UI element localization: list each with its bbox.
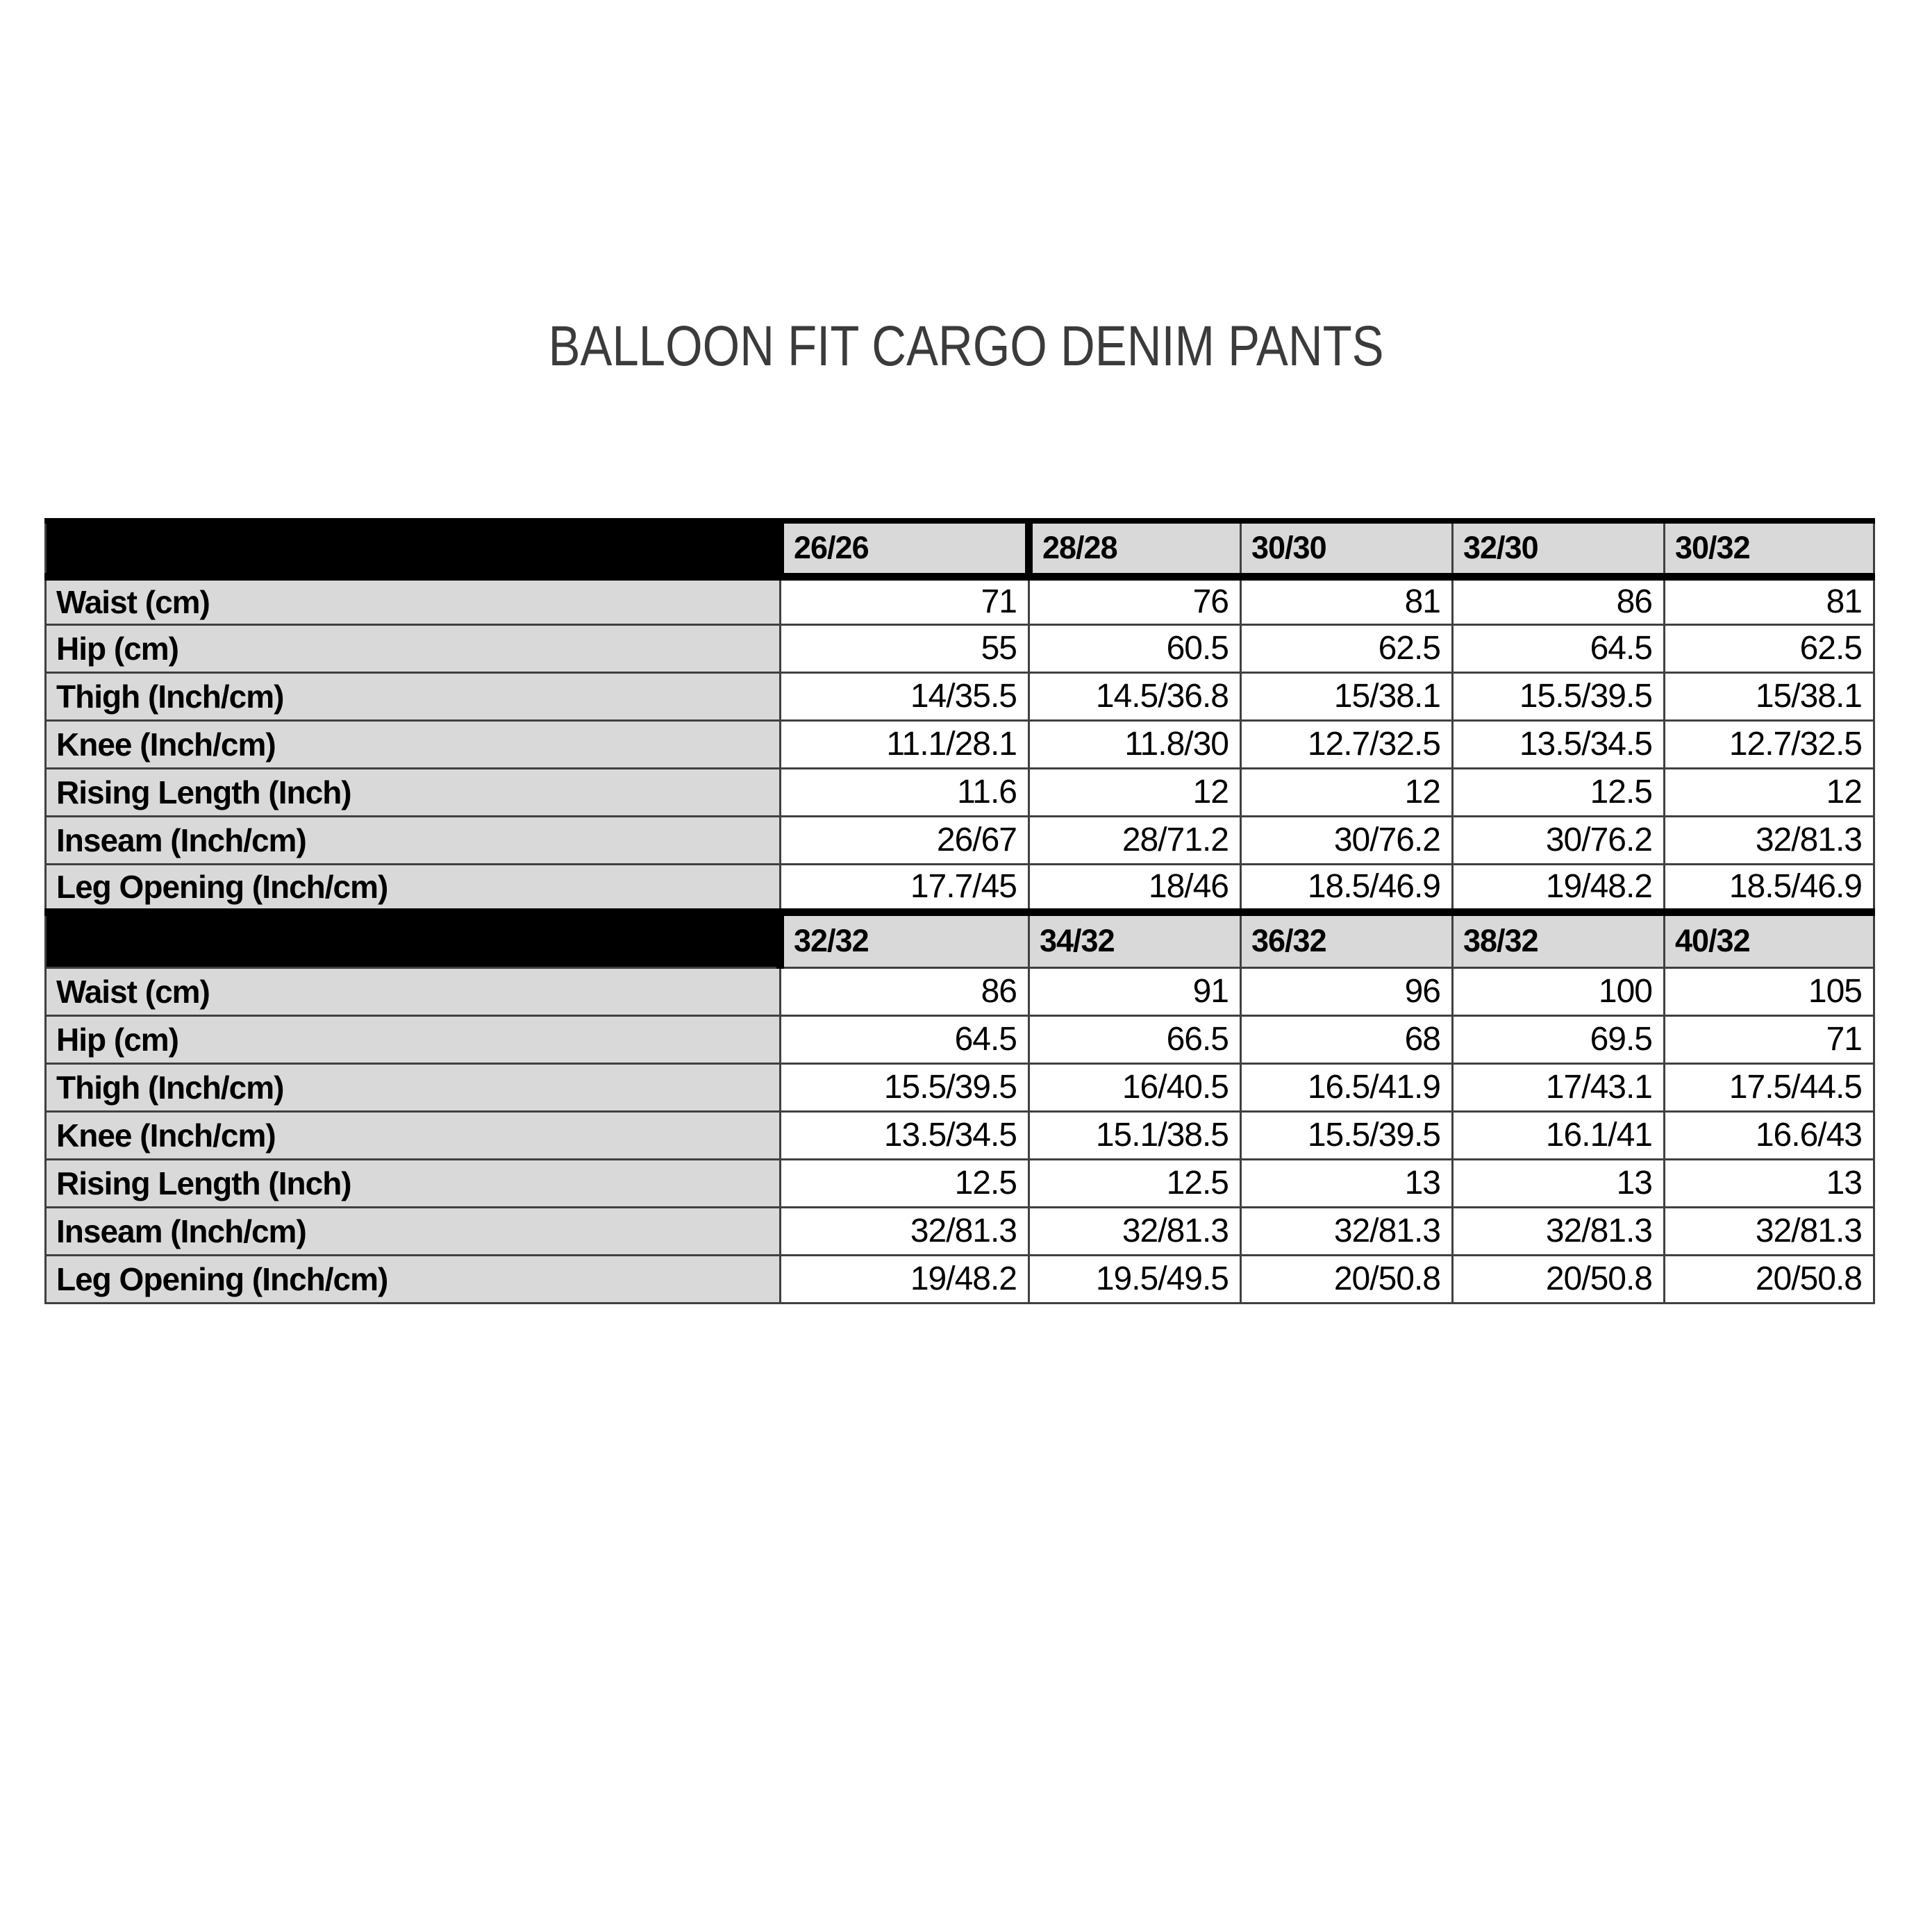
measurement-value: 16.1/41	[1453, 1111, 1665, 1159]
measurement-row	[46, 967, 1874, 1015]
size-column-header: 34/32	[1029, 912, 1241, 967]
row-label: Hip (cm)	[46, 1015, 781, 1063]
measurement-value: 81	[1665, 576, 1874, 624]
row-label: Rising Length (Inch)	[46, 1159, 781, 1207]
measurement-value: 13	[1665, 1159, 1874, 1207]
measurement-value: 11.1/28.1	[781, 720, 1029, 768]
measurement-value: 62.5	[1241, 624, 1453, 672]
measurement-value: 15.1/38.5	[1029, 1111, 1241, 1159]
size-column-header: 26/26	[781, 521, 1029, 576]
measurement-value: 15/38.1	[1241, 672, 1453, 720]
measurement-value: 17.5/44.5	[1665, 1063, 1874, 1111]
measurement-row	[46, 1255, 1874, 1303]
measurement-value: 32/81.3	[1453, 1207, 1665, 1255]
measurement-value: 15/38.1	[1665, 672, 1874, 720]
size-column-header: 28/28	[1029, 521, 1241, 576]
row-label: Leg Opening (Inch/cm)	[46, 864, 781, 912]
measurement-value: 32/81.3	[1029, 1207, 1241, 1255]
row-label: Inseam (Inch/cm)	[46, 816, 781, 864]
size-chart-table	[44, 518, 1875, 1304]
measurement-row	[46, 720, 1874, 768]
measurement-value: 18/46	[1029, 864, 1241, 912]
row-label: Knee (Inch/cm)	[46, 720, 781, 768]
measurement-row	[46, 1111, 1874, 1159]
measurement-value: 17/43.1	[1453, 1063, 1665, 1111]
measurement-value: 17.7/45	[781, 864, 1029, 912]
measurement-value: 20/50.8	[1241, 1255, 1453, 1303]
measurement-value: 60.5	[1029, 624, 1241, 672]
measurement-value: 20/50.8	[1453, 1255, 1665, 1303]
row-label: Thigh (Inch/cm)	[46, 672, 781, 720]
measurement-value: 71	[781, 576, 1029, 624]
measurement-row	[46, 576, 1874, 624]
measurement-value: 12.5	[1453, 768, 1665, 816]
row-label: Knee (Inch/cm)	[46, 1111, 781, 1159]
measurement-value: 11.8/30	[1029, 720, 1241, 768]
measurement-value: 55	[781, 624, 1029, 672]
measurement-value: 66.5	[1029, 1015, 1241, 1063]
measurement-value: 100	[1453, 967, 1665, 1015]
measurement-value: 32/81.3	[781, 1207, 1029, 1255]
measurement-row	[46, 1015, 1874, 1063]
size-column-header: 36/32	[1241, 912, 1453, 967]
measurement-value: 12.5	[781, 1159, 1029, 1207]
measurement-value: 69.5	[1453, 1015, 1665, 1063]
measurement-value: 76	[1029, 576, 1241, 624]
measurement-value: 64.5	[781, 1015, 1029, 1063]
measurement-value: 16/40.5	[1029, 1063, 1241, 1111]
measurement-value: 15.5/39.5	[1453, 672, 1665, 720]
measurement-value: 12.7/32.5	[1665, 720, 1874, 768]
measurement-value: 12	[1241, 768, 1453, 816]
measurement-row	[46, 624, 1874, 672]
measurement-value: 11.6	[781, 768, 1029, 816]
measurement-value: 91	[1029, 967, 1241, 1015]
measurement-value: 13	[1453, 1159, 1665, 1207]
measurement-value: 19.5/49.5	[1029, 1255, 1241, 1303]
measurement-value: 14.5/36.8	[1029, 672, 1241, 720]
measurement-row	[46, 672, 1874, 720]
measurement-value: 19/48.2	[1453, 864, 1665, 912]
measurement-value: 12.7/32.5	[1241, 720, 1453, 768]
header-black-cell	[46, 521, 781, 576]
measurement-row	[46, 816, 1874, 864]
size-column-header: 32/32	[781, 912, 1029, 967]
measurement-value: 12	[1029, 768, 1241, 816]
title-row	[0, 314, 1932, 379]
measurement-value: 12	[1665, 768, 1874, 816]
measurement-value: 13.5/34.5	[1453, 720, 1665, 768]
measurement-row	[46, 1159, 1874, 1207]
size-column-header: 30/30	[1241, 521, 1453, 576]
measurement-value: 68	[1241, 1015, 1453, 1063]
measurement-value: 13	[1241, 1159, 1453, 1207]
header-black-cell	[46, 912, 781, 967]
row-label: Inseam (Inch/cm)	[46, 1207, 781, 1255]
measurement-value: 32/81.3	[1665, 816, 1874, 864]
row-label: Rising Length (Inch)	[46, 768, 781, 816]
measurement-value: 15.5/39.5	[781, 1063, 1029, 1111]
measurement-value: 86	[781, 967, 1029, 1015]
measurement-value: 16.5/41.9	[1241, 1063, 1453, 1111]
measurement-row	[46, 1207, 1874, 1255]
size-column-header: 38/32	[1453, 912, 1665, 967]
size-chart-body	[46, 521, 1874, 1303]
measurement-value: 18.5/46.9	[1665, 864, 1874, 912]
measurement-value: 64.5	[1453, 624, 1665, 672]
measurement-value: 96	[1241, 967, 1453, 1015]
measurement-value: 20/50.8	[1665, 1255, 1874, 1303]
measurement-value: 14/35.5	[781, 672, 1029, 720]
measurement-value: 16.6/43	[1665, 1111, 1874, 1159]
measurement-value: 86	[1453, 576, 1665, 624]
measurement-value: 15.5/39.5	[1241, 1111, 1453, 1159]
measurement-value: 81	[1241, 576, 1453, 624]
measurement-value: 32/81.3	[1241, 1207, 1453, 1255]
measurement-value: 28/71.2	[1029, 816, 1241, 864]
size-column-header: 40/32	[1665, 912, 1874, 967]
row-label: Hip (cm)	[46, 624, 781, 672]
measurement-value: 32/81.3	[1665, 1207, 1874, 1255]
measurement-value: 12.5	[1029, 1159, 1241, 1207]
measurement-row	[46, 1063, 1874, 1111]
measurement-row	[46, 768, 1874, 816]
measurement-value: 26/67	[781, 816, 1029, 864]
measurement-row	[46, 864, 1874, 912]
row-label: Thigh (Inch/cm)	[46, 1063, 781, 1111]
size-header-row	[46, 912, 1874, 967]
page-title: BALLOON FIT CARGO DENIM PANTS	[548, 315, 1384, 378]
measurement-value: 18.5/46.9	[1241, 864, 1453, 912]
row-label: Leg Opening (Inch/cm)	[46, 1255, 781, 1303]
measurement-value: 62.5	[1665, 624, 1874, 672]
measurement-value: 30/76.2	[1453, 816, 1665, 864]
row-label: Waist (cm)	[46, 967, 781, 1015]
measurement-value: 19/48.2	[781, 1255, 1029, 1303]
measurement-value: 105	[1665, 967, 1874, 1015]
measurement-value: 71	[1665, 1015, 1874, 1063]
row-label: Waist (cm)	[46, 576, 781, 624]
measurement-value: 13.5/34.5	[781, 1111, 1029, 1159]
size-column-header: 32/30	[1453, 521, 1665, 576]
size-column-header: 30/32	[1665, 521, 1874, 576]
size-header-row	[46, 521, 1874, 576]
measurement-value: 30/76.2	[1241, 816, 1453, 864]
